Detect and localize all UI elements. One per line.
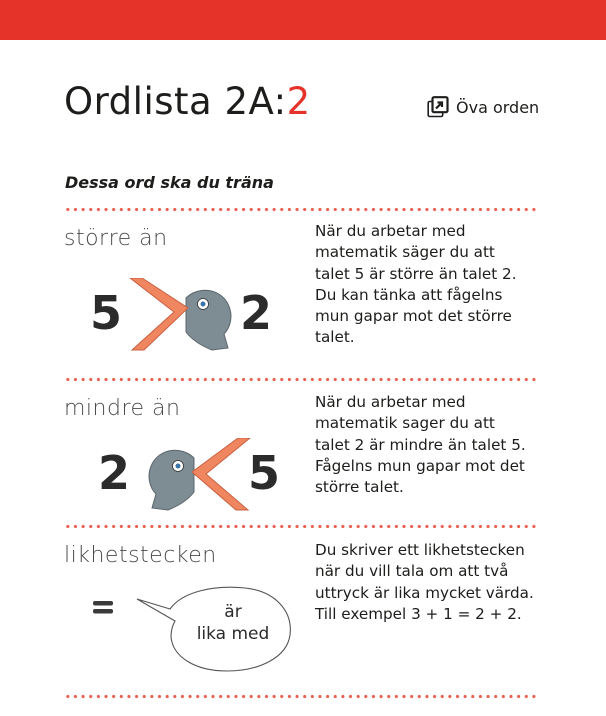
page-title bbox=[64, 80, 311, 123]
entry-description bbox=[315, 540, 555, 625]
dotted-divider bbox=[64, 694, 538, 699]
left-number: 5 bbox=[90, 286, 123, 340]
greater-than-illustration bbox=[90, 278, 280, 353]
bird-beak-less-than-icon bbox=[142, 438, 252, 517]
dotted-divider bbox=[64, 207, 538, 212]
description-line: Fågelns mun gapar mot det bbox=[315, 456, 525, 475]
equals-illustration bbox=[90, 585, 300, 675]
description-line: matematik sager du att bbox=[315, 414, 495, 433]
description-line: talet 5 är större än talet 2. bbox=[315, 264, 517, 283]
dotted-divider bbox=[64, 524, 538, 529]
description-line: Du skriver ett likhetstecken bbox=[315, 541, 525, 559]
entry-term: likhetstecken bbox=[64, 543, 217, 568]
description-line: matematik säger du att bbox=[315, 243, 495, 262]
bubble-line: lika med bbox=[196, 624, 270, 644]
equals-sign-icon bbox=[93, 600, 115, 619]
bubble-line: är bbox=[224, 602, 242, 622]
left-number: 2 bbox=[98, 446, 131, 500]
description-line: talet 2 är mindre än talet 5. bbox=[315, 435, 526, 454]
less-than-illustration bbox=[98, 438, 288, 513]
dotted-divider bbox=[64, 377, 538, 382]
speech-bubble-text bbox=[183, 601, 283, 645]
right-number: 5 bbox=[248, 446, 281, 500]
right-number: 2 bbox=[240, 286, 273, 340]
entry-term: mindre än bbox=[64, 396, 181, 421]
external-link-icon bbox=[427, 96, 449, 118]
description-line: Till exempel 3 + 1 = 2 + 2. bbox=[315, 604, 522, 623]
practice-words-link[interactable] bbox=[427, 96, 539, 118]
description-line: talet. bbox=[315, 328, 355, 347]
header-bar bbox=[0, 0, 606, 40]
description-line: Du kan tänka att fågelns bbox=[315, 285, 503, 304]
entry-description bbox=[315, 392, 555, 498]
description-line: mun gapar mot det större bbox=[315, 307, 512, 326]
section-subtitle: Dessa ord ska du träna bbox=[65, 173, 274, 192]
description-line: större talet. bbox=[315, 478, 404, 497]
practice-words-label: Öva orden bbox=[456, 97, 540, 117]
description-line: När du arbetar med bbox=[315, 222, 466, 240]
description-line: När du arbetar med bbox=[315, 393, 466, 411]
description-line: när du vill tala om att två bbox=[315, 562, 509, 581]
entry-term: större än bbox=[64, 226, 168, 251]
entry-description bbox=[315, 221, 555, 349]
description-line: uttryck är lika mycket värda. bbox=[315, 583, 534, 602]
title-prefix: Ordlista 2A: bbox=[64, 80, 287, 123]
bird-beak-greater-than-icon bbox=[128, 278, 238, 357]
title-number: 2 bbox=[286, 80, 311, 123]
